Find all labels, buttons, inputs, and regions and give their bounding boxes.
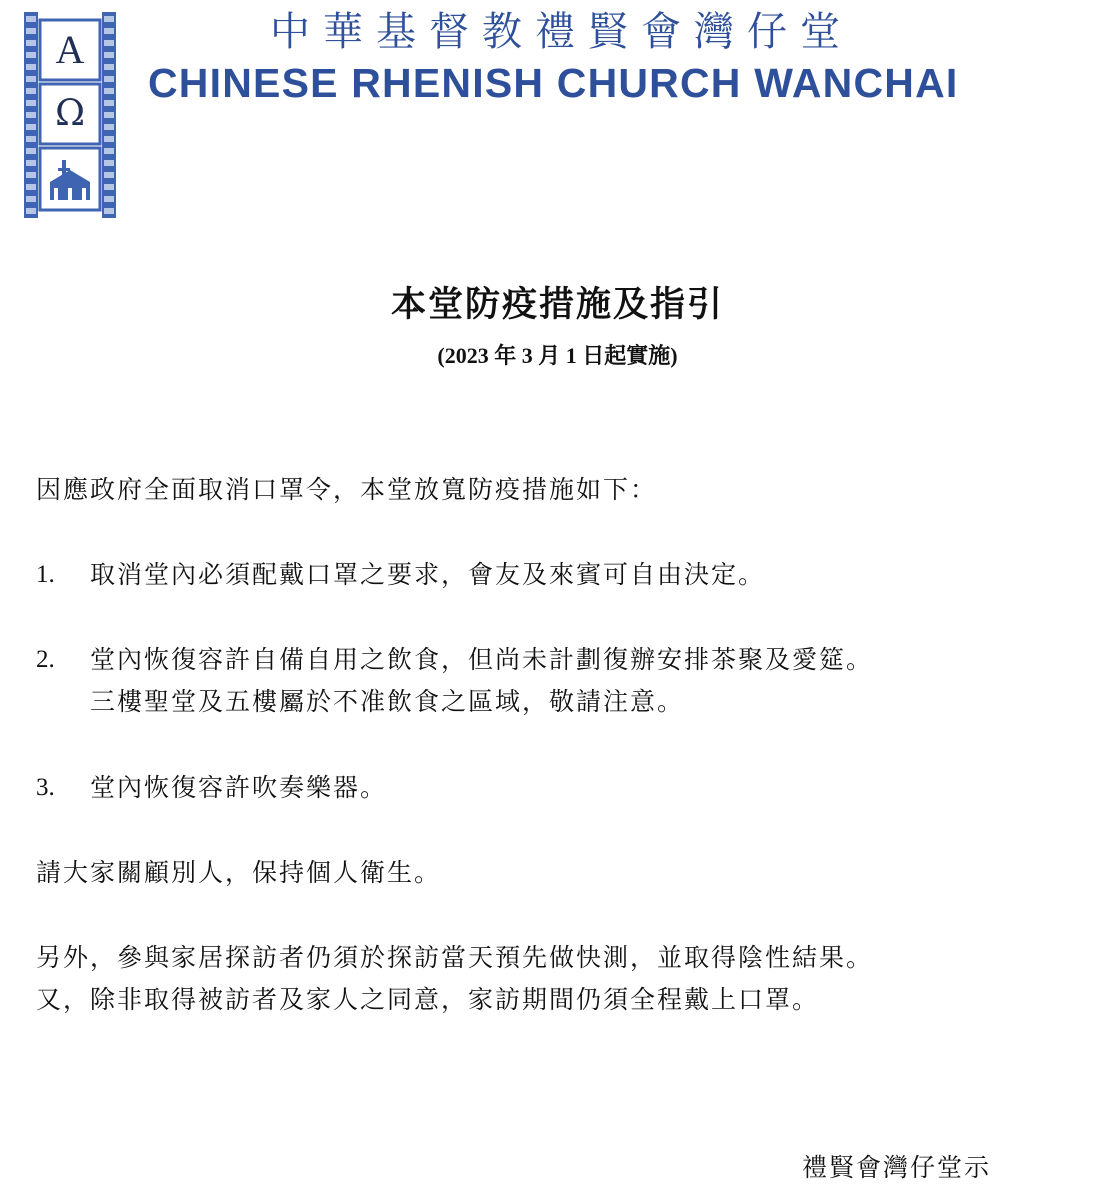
notice-effective-date: (2023 年 3 月 1 日起實施): [437, 343, 678, 368]
org-name-chinese: 中華基督教禮賢會灣仔堂: [270, 9, 853, 55]
item-number: 1.: [36, 561, 55, 588]
org-name-english: CHINESE RHENISH CHURCH WANCHAI: [148, 60, 959, 106]
item-text: 取消堂內必須配戴口罩之要求，會友及來賓可自由決定。: [90, 560, 766, 589]
item-text-line-2: 三樓聖堂及五樓屬於不准飲食之區域，敬請注意。: [90, 687, 685, 716]
item-text: 堂內恢復容許自備自用之飲食，但尚未計劃復辦安排茶聚及愛筵。: [90, 645, 874, 674]
signature: 禮賢會灣仔堂示: [802, 1153, 992, 1182]
hygiene-reminder: 請大家關顧別人，保持個人衛生。: [36, 858, 442, 887]
home-visit-note-line-1: 另外，參與家居探訪者仍須於探訪當天預先做快測，並取得陰性結果。: [36, 943, 874, 972]
item-text: 堂內恢復容許吹奏樂器。: [90, 773, 388, 802]
church-logo: [24, 12, 116, 218]
logo-alpha: A: [55, 27, 85, 72]
notice-title: 本堂防疫措施及指引: [390, 285, 724, 325]
logo-omega: Ω: [55, 93, 85, 134]
item-number: 3.: [36, 774, 55, 801]
home-visit-note-line-2: 又，除非取得被訪者及家人之同意，家訪期間仍須全程戴上口罩。: [36, 985, 820, 1014]
notice-intro: 因應政府全面取消口罩令，本堂放寬防疫措施如下：: [36, 475, 658, 504]
item-number: 2.: [36, 646, 55, 673]
